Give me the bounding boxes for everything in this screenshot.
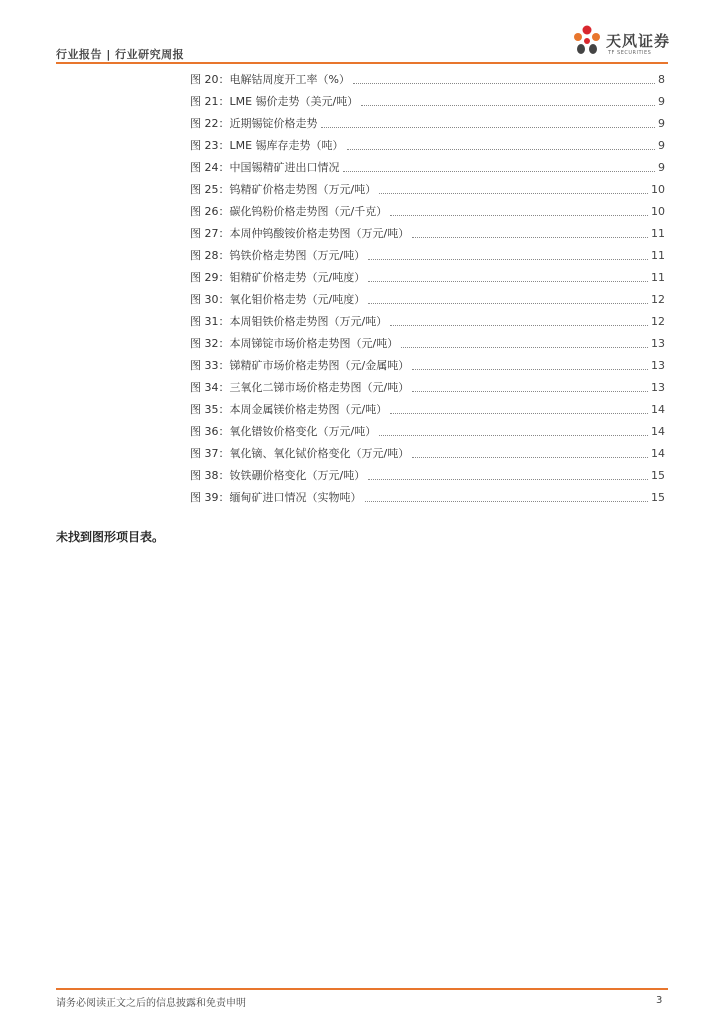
toc-entry-label[interactable]: 图 26：碳化钨粉价格走势图（元/千克） [190,205,388,218]
toc-leader-dots [412,237,648,238]
toc-entry[interactable] [190,376,665,398]
header-divider [56,62,668,64]
footer-divider [56,988,668,990]
toc-entry-label[interactable]: 图 29：钼精矿价格走势（元/吨度） [190,271,366,284]
toc-entry[interactable] [190,222,665,244]
toc-entry-label[interactable]: 图 38：钕铁硼价格变化（万元/吨） [190,469,366,482]
missing-table-notice: 未找到图形项目表。 [56,530,165,544]
logo-text-en: TF SECURITIES [608,50,652,56]
toc-entry-page[interactable]: 10 [651,204,665,218]
toc-entry-label[interactable]: 图 39：缅甸矿进口情况（实物吨） [190,491,362,504]
header-title: 行业报告 | 行业研究周报 [56,48,185,61]
toc-entry-label[interactable]: 图 23：LME 锡库存走势（吨） [190,139,344,152]
toc-entry[interactable] [190,156,665,178]
toc-entry[interactable] [190,200,665,222]
toc-leader-dots [368,281,648,282]
toc-leader-dots [368,479,648,480]
toc-entry-label[interactable]: 图 25：钨精矿价格走势图（万元/吨） [190,183,377,196]
toc-entry[interactable] [190,354,665,376]
toc-entry-page[interactable]: 11 [651,270,665,284]
toc-entry-label[interactable]: 图 22：近期锡锭价格走势 [190,117,318,130]
toc-entry-page[interactable]: 12 [651,292,665,306]
figure-toc-list [190,68,665,508]
toc-leader-dots [368,259,648,260]
toc-entry-page[interactable]: 15 [651,468,665,482]
toc-entry-label[interactable]: 图 33：锑精矿市场价格走势图（元/金属吨） [190,359,410,372]
toc-entry[interactable] [190,68,665,90]
toc-leader-dots [379,193,648,194]
toc-entry-page[interactable]: 15 [651,490,665,504]
toc-entry-label[interactable]: 图 30：氧化钼价格走势（元/吨度） [190,293,366,306]
toc-entry[interactable] [190,288,665,310]
toc-entry-page[interactable]: 14 [651,402,665,416]
toc-entry[interactable] [190,332,665,354]
toc-entry-label[interactable]: 图 34：三氧化二锑市场价格走势图（元/吨） [190,381,410,394]
toc-leader-dots [390,325,648,326]
toc-entry-label[interactable]: 图 37：氧化镝、氧化铽价格变化（万元/吨） [190,447,410,460]
toc-entry[interactable] [190,244,665,266]
toc-leader-dots [343,171,656,172]
toc-entry-page[interactable]: 12 [651,314,665,328]
toc-entry-label[interactable]: 图 20：电解钴周度开工率（%） [190,73,350,86]
toc-entry-label[interactable]: 图 36：氧化镨钕价格变化（万元/吨） [190,425,377,438]
toc-entry[interactable] [190,442,665,464]
logo-text-cn: 天风证券 [606,32,671,50]
toc-entry-page[interactable]: 14 [651,446,665,460]
toc-entry[interactable] [190,112,665,134]
toc-leader-dots [390,215,648,216]
toc-entry-label[interactable]: 图 32：本周锑锭市场价格走势图（元/吨） [190,337,399,350]
toc-entry-page[interactable]: 11 [651,226,665,240]
toc-leader-dots [390,413,648,414]
toc-entry-label[interactable]: 图 24：中国锡精矿进出口情况 [190,161,340,174]
toc-leader-dots [353,83,655,84]
toc-entry[interactable] [190,420,665,442]
toc-entry-label[interactable]: 图 27：本周仲钨酸铵价格走势图（万元/吨） [190,227,410,240]
company-logo [570,24,670,60]
toc-entry[interactable] [190,464,665,486]
toc-entry[interactable] [190,398,665,420]
logo-flower-icon [570,24,604,60]
toc-entry-label[interactable]: 图 21：LME 锡价走势（美元/吨） [190,95,359,108]
footer-disclaimer: 请务必阅读正文之后的信息披露和免责申明 [56,998,246,1009]
toc-entry-page[interactable]: 10 [651,182,665,196]
toc-leader-dots [412,457,648,458]
toc-leader-dots [412,369,648,370]
toc-entry[interactable] [190,310,665,332]
toc-leader-dots [365,501,649,502]
toc-leader-dots [412,391,648,392]
toc-entry-page[interactable]: 9 [658,94,665,108]
toc-leader-dots [347,149,655,150]
toc-leader-dots [368,303,648,304]
toc-leader-dots [361,105,655,106]
toc-entry-page[interactable]: 13 [651,336,665,350]
page-number: 3 [656,995,663,1006]
toc-entry[interactable] [190,178,665,200]
toc-entry-page[interactable]: 9 [658,160,665,174]
toc-entry-page[interactable]: 8 [658,72,665,86]
toc-entry-page[interactable]: 9 [658,138,665,152]
toc-entry-page[interactable]: 13 [651,358,665,372]
toc-entry-page[interactable]: 11 [651,248,665,262]
toc-entry[interactable] [190,134,665,156]
toc-entry-label[interactable]: 图 28：钨铁价格走势图（万元/吨） [190,249,366,262]
toc-leader-dots [321,127,656,128]
toc-entry-label[interactable]: 图 35：本周金属镁价格走势图（元/吨） [190,403,388,416]
toc-leader-dots [401,347,648,348]
toc-leader-dots [379,435,648,436]
toc-entry[interactable] [190,90,665,112]
toc-entry-page[interactable]: 14 [651,424,665,438]
toc-entry-page[interactable]: 9 [658,116,665,130]
toc-entry[interactable] [190,266,665,288]
toc-entry[interactable] [190,486,665,508]
toc-entry-page[interactable]: 13 [651,380,665,394]
toc-entry-label[interactable]: 图 31：本周钼铁价格走势图（万元/吨） [190,315,388,328]
